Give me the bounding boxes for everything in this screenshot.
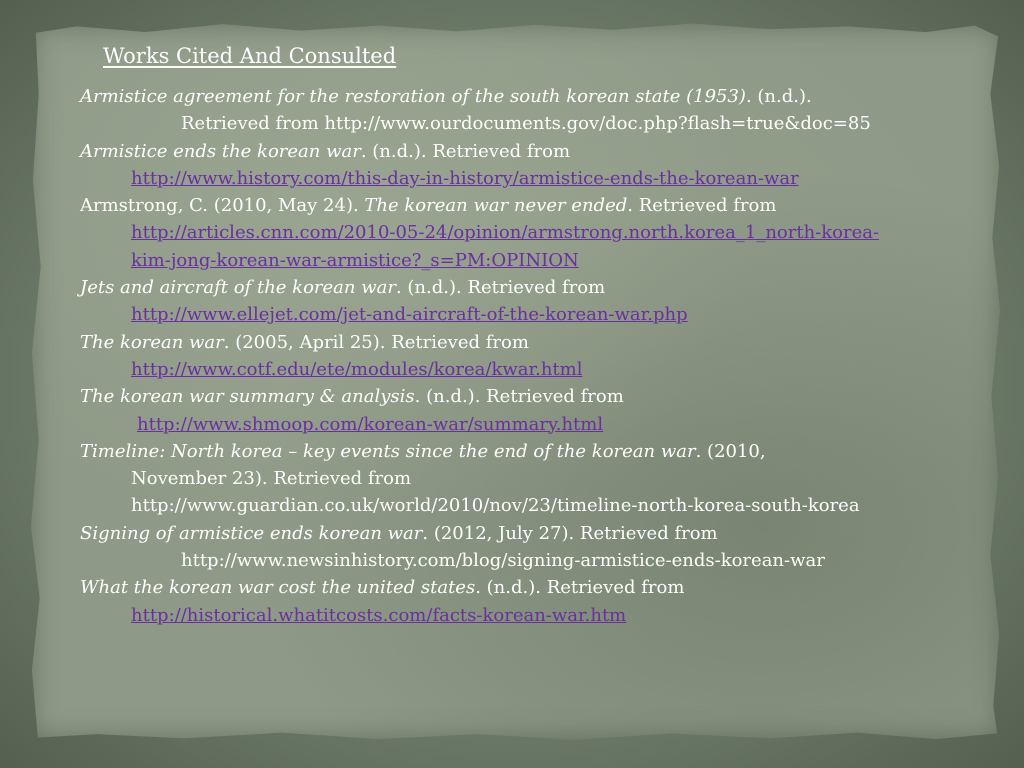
reference-1 (80, 83, 980, 110)
reference-date: . (2012, July 27). Retrieved from (422, 522, 718, 544)
reference-title: Jets and aircraft of the korean war (80, 277, 396, 299)
reference-link[interactable]: http://www.history.com/this-day-in-history/armistice-ends-the-korean-war (131, 167, 799, 189)
reference-date: . (n.d.). Retrieved from (395, 277, 606, 299)
reference-date: . (n.d.). Retrieved from (414, 386, 624, 408)
reference-date: . (2005, April 25). Retrieved from (223, 331, 529, 353)
reference-3-url-line-2 (80, 247, 980, 274)
reference-7 (80, 438, 980, 465)
reference-title: The korean war never ended (364, 195, 628, 217)
reference-title: Timeline: North korea – key events since the end of the korean war (80, 440, 696, 462)
reference-2 (80, 138, 980, 165)
reference-link[interactable]: http://historical.whatitcosts.com/facts-korean-war.htm (131, 604, 627, 626)
reference-2-url-line (80, 165, 980, 192)
reference-6-url-line (80, 411, 980, 438)
reference-link[interactable]: http://www.cotf.edu/ete/modules/korea/kwar.html (131, 358, 583, 380)
reference-1-retrieved: Retrieved from http://www.ourdocuments.gov/doc.php?flash=true&doc=85 (181, 113, 871, 135)
reference-7-date-line: November 23). Retrieved from (131, 468, 412, 490)
reference-date: . (n.d.). Retrieved from (475, 577, 685, 599)
reference-title: What the korean war cost the united states (80, 577, 476, 599)
reference-date: . Retrieved from (627, 195, 777, 217)
reference-link[interactable]: http://www.shmoop.com/korean-war/summary.html (137, 413, 604, 435)
reference-8-url-line: http://www.newsinhistory.com/blog/signing-armistice-ends-korean-war (181, 550, 825, 572)
references-list (80, 83, 980, 629)
reference-title: Armistice agreement for the restoration of the south korean state (1953) (80, 86, 746, 107)
reference-title: The korean war (80, 331, 224, 353)
reference-8 (80, 520, 980, 547)
reference-9 (80, 574, 980, 601)
reference-title: Armistice ends the korean war (80, 140, 361, 162)
reference-5 (80, 329, 980, 356)
reference-link[interactable]: kim-jong-korean-war-armistice?_s=PM:OPINION (131, 249, 579, 271)
reference-author: Armstrong, C. (2010, May 24). (80, 195, 365, 217)
reference-3-url-line-1 (80, 219, 980, 246)
reference-7-url-line: http://www.guardian.co.uk/world/2010/nov/23/timeline-north-korea-south-korea (131, 495, 860, 517)
reference-date: . (2010, (695, 440, 766, 462)
reference-9-url-line (80, 602, 980, 629)
reference-title: The korean war summary & analysis (80, 386, 415, 408)
reference-title: Signing of armistice ends korean war (80, 522, 423, 544)
reference-date: . (n.d.). Retrieved from (360, 140, 571, 162)
reference-3 (80, 192, 980, 219)
page-title: Works Cited And Consulted (103, 44, 397, 68)
reference-link[interactable]: http://www.ellejet.com/jet-and-aircraft-of-the-korean-war.php (131, 304, 688, 326)
reference-4 (80, 274, 980, 301)
reference-6 (80, 383, 980, 410)
reference-5-url-line (80, 356, 980, 383)
reference-date: . (n.d.). (745, 86, 812, 107)
reference-link[interactable]: http://articles.cnn.com/2010-05-24/opinion/armstrong.north.korea_1_north-korea- (131, 222, 880, 244)
reference-4-url-line (80, 301, 980, 328)
